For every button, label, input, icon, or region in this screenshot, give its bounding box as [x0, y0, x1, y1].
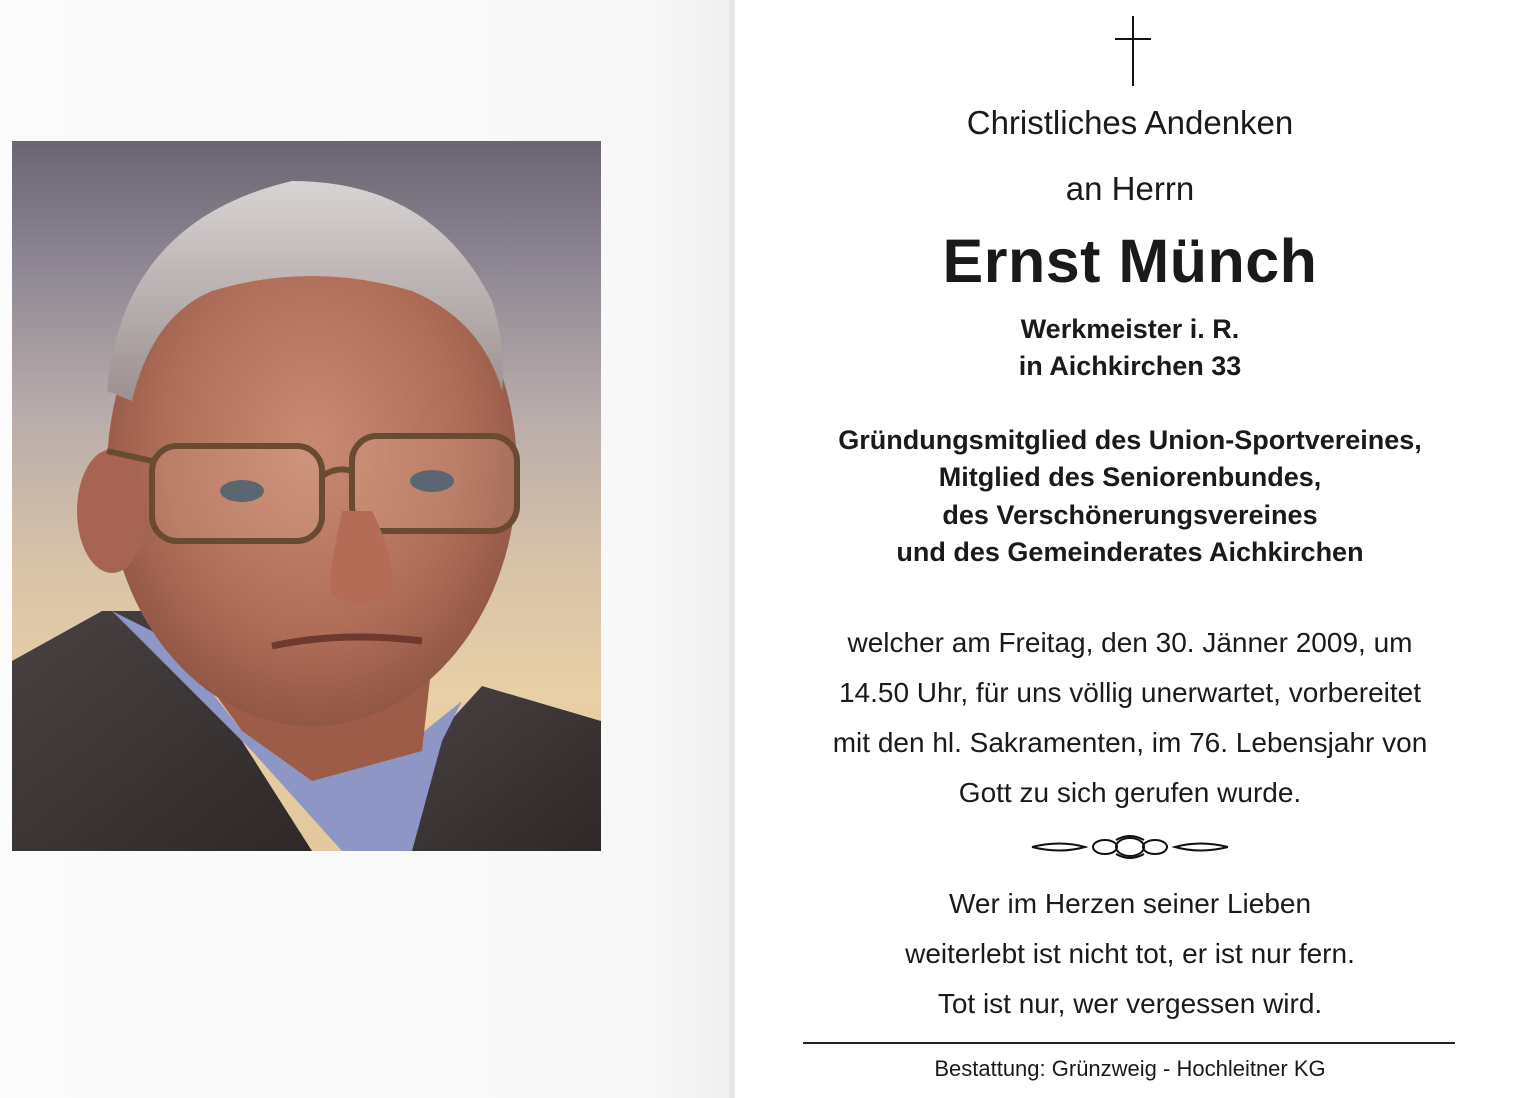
death-text-line: 14.50 Uhr, für uns völlig unerwartet, vorbereitet	[838, 677, 1422, 708]
membership-line: und des Gemeinderates Aichkirchen	[896, 537, 1364, 567]
membership-line: Gründungsmitglied des Union-Sportvereines,	[838, 425, 1422, 455]
verse-line: Tot ist nur, wer vergessen wird.	[937, 988, 1323, 1019]
membership-line: Mitglied des Seniorenbundes,	[938, 462, 1322, 492]
text-column	[800, 0, 1460, 1098]
page-fold	[728, 0, 736, 1098]
deceased-name: Ernst Münch	[942, 227, 1318, 295]
funeral-home: Bestattung: Grünzweig - Hochleitner KG	[934, 1056, 1326, 1081]
portrait-photo	[12, 141, 601, 851]
death-text-line: mit den hl. Sakramenten, im 76. Lebensjahr von	[832, 727, 1428, 758]
left-page	[0, 0, 735, 1098]
death-text-line: Gott zu sich gerufen wurde.	[958, 777, 1302, 808]
address: in Aichkirchen 33	[1018, 351, 1242, 381]
footer-rule	[803, 1042, 1455, 1044]
occupation: Werkmeister i. R.	[1020, 314, 1240, 344]
ornament-divider-icon	[1030, 832, 1230, 862]
verse-line: Wer im Herzen seiner Lieben	[948, 888, 1312, 919]
heading: Christliches Andenken	[966, 104, 1294, 141]
death-text-line: welcher am Freitag, den 30. Jänner 2009, um	[847, 627, 1413, 658]
membership-line: des Verschönerungsvereines	[942, 500, 1318, 530]
salutation: an Herrn	[1065, 170, 1195, 207]
verse-line: weiterlebt ist nicht tot, er ist nur fern.	[905, 938, 1355, 969]
